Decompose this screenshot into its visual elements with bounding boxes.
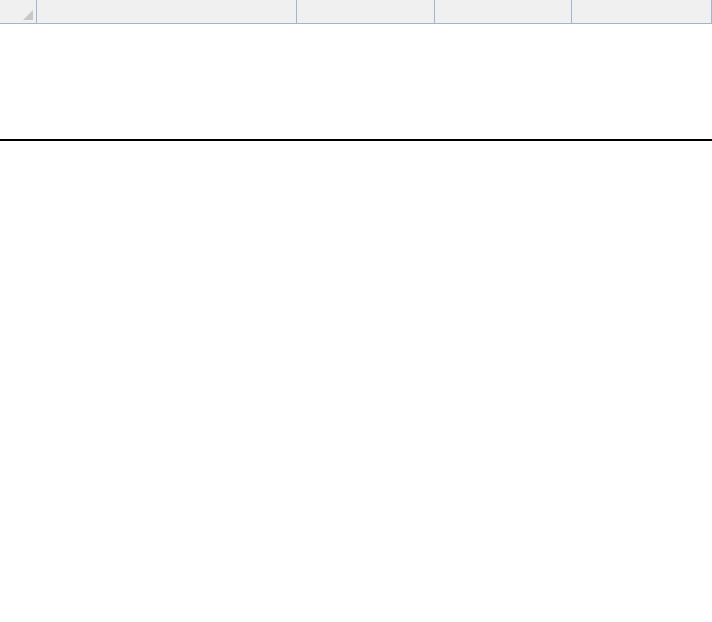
column-header-bar bbox=[0, 0, 712, 24]
column-header-c[interactable] bbox=[435, 0, 572, 24]
column-header-a[interactable] bbox=[37, 0, 297, 24]
column-header-d[interactable] bbox=[572, 0, 712, 24]
column-header-b[interactable] bbox=[297, 0, 435, 24]
freeze-pane-line bbox=[0, 139, 712, 141]
select-all-corner[interactable] bbox=[0, 0, 37, 24]
